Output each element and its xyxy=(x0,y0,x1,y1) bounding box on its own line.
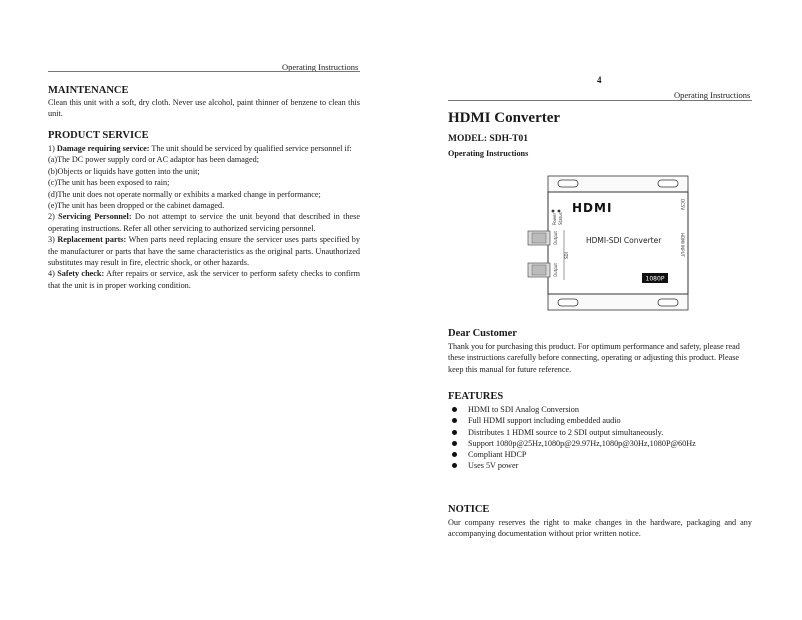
device-illustration xyxy=(526,175,690,313)
dc5v-label: DC5V xyxy=(680,199,685,211)
service-item-3-label: Replacement parts: xyxy=(57,235,127,245)
service-item-4: 4) Safety check: After repairs or service, ask the servicer to perform safety checks to confirm that the unit is in proper working condition. xyxy=(48,269,360,290)
service-item-1-label: Damage requiring service: xyxy=(56,144,150,153)
status-label: Status xyxy=(558,212,563,225)
service-item-2: 2) Servicing Personnel: Do not attempt to service the unit beyond that described in these operating instructions. Refer all other servicing to authorized servicing personnel. xyxy=(48,212,360,233)
feature-item: Uses 5V power xyxy=(448,460,752,471)
features-list xyxy=(448,404,752,472)
features-heading: FEATURES xyxy=(448,391,504,402)
condition-b: (b)Objects or liquids have gotten into the unit; xyxy=(48,166,200,176)
service-item-4-label: Safety check: xyxy=(57,269,105,279)
maintenance-text: Clean this unit with a soft, dry cloth. Never use alcohol, paint thinner of benzene to clean this unit. xyxy=(48,98,360,119)
power-led-icon xyxy=(552,210,555,213)
service-item-1: 1) Damage requiring service: The unit should be serviced by qualified service personnel if: xyxy=(48,144,352,153)
service-item-3-text: When parts need replacing ensure the servicer uses parts specified by the manufacturer or parts that have the same characteristics as the original parts. Unauthorized substitutes may result in fire, electric shock, or other hazards. xyxy=(48,235,360,268)
product-service-list xyxy=(48,143,360,291)
sdi-label: SDI xyxy=(564,252,569,259)
condition-d: (d)The unit does not operate normally or exhibits a marked change in performance; xyxy=(48,189,321,199)
notice-heading: NOTICE xyxy=(448,504,490,515)
operating-instructions-subtitle: Operating Instructions xyxy=(448,149,529,158)
right-page-header: Operating Instructions xyxy=(674,90,751,100)
service-item-3: 3) Replacement parts: When parts need replacing ensure the servicer uses parts specified by the manufacturer or parts that have the same characteristics as the original parts. Unauthorized substitutes may result in fire, electric shock, or other hazards. xyxy=(48,235,360,268)
feature-item: Support 1080p@25Hz,1080p@29.97Hz,1080p@30Hz,1080P@60Hz xyxy=(448,438,752,449)
status-led-icon xyxy=(558,210,561,213)
product-service-heading: PRODUCT SERVICE xyxy=(48,130,149,141)
output2-label: Output xyxy=(553,263,558,277)
mount-slot-icon xyxy=(658,299,678,306)
page-number: 4 xyxy=(597,75,602,85)
feature-item: Compliant HDCP xyxy=(448,449,752,460)
maintenance-heading: MAINTENANCE xyxy=(48,85,129,96)
mount-slot-icon xyxy=(658,180,678,187)
dear-customer-heading: Dear Customer xyxy=(448,328,517,339)
page-title: HDMI Converter xyxy=(448,110,561,126)
condition-a: (a)The DC power supply cord or AC adaptor has been damaged; xyxy=(48,155,259,165)
service-item-1-text: The unit should be serviced by qualified service personnel if: xyxy=(151,144,352,153)
service-item-4-text: After repairs or service, ask the servicer to perform safety checks to confirm that the unit is in proper working condition. xyxy=(48,269,360,290)
right-header-rule xyxy=(448,100,752,101)
hdmi-logo: HDMI xyxy=(572,201,613,215)
service-item-2-text: Do not attempt to service the unit beyond that described in these operating instructions. Refer all other servicing to authorized servicing personnel. xyxy=(48,212,360,233)
mount-slot-icon xyxy=(558,180,578,187)
hdmi-input-label: HDMI INPUT xyxy=(680,233,685,257)
device-drawing xyxy=(526,175,690,313)
left-header-rule xyxy=(48,71,360,72)
condition-c: (c)The unit has been exposed to rain; xyxy=(48,178,170,188)
device-name: HDMI-SDI Converter xyxy=(586,236,662,245)
left-page-header: Operating Instructions xyxy=(282,62,359,72)
condition-e: (e)The unit has been dropped or the cabinet damaged. xyxy=(48,201,225,211)
notice-text: Our company reserves the right to make changes in the hardware, packaging and any accompanying documentation without prior written notice. xyxy=(448,518,752,539)
dear-customer-text: Thank you for purchasing this product. For optimum performance and safety, please read these instructions carefully before connecting, operating or adjusting this product. Please keep this manual for future reference. xyxy=(448,342,740,374)
power-label: Power xyxy=(552,212,557,225)
feature-item: Distributes 1 HDMI source to 2 SDI output simultaneously. xyxy=(448,427,752,438)
model-label: MODEL: SDH-T01 xyxy=(448,134,528,144)
feature-item: Full HDMI support including embedded audio xyxy=(448,415,752,426)
feature-item: HDMI to SDI Analog Conversion xyxy=(448,404,752,415)
service-item-2-label: Servicing Personnel: xyxy=(58,212,132,222)
resolution-badge-label: 1080P xyxy=(645,275,665,283)
output1-label: Output xyxy=(553,231,558,245)
sdi-connectors xyxy=(528,231,550,277)
mount-slot-icon xyxy=(558,299,578,306)
